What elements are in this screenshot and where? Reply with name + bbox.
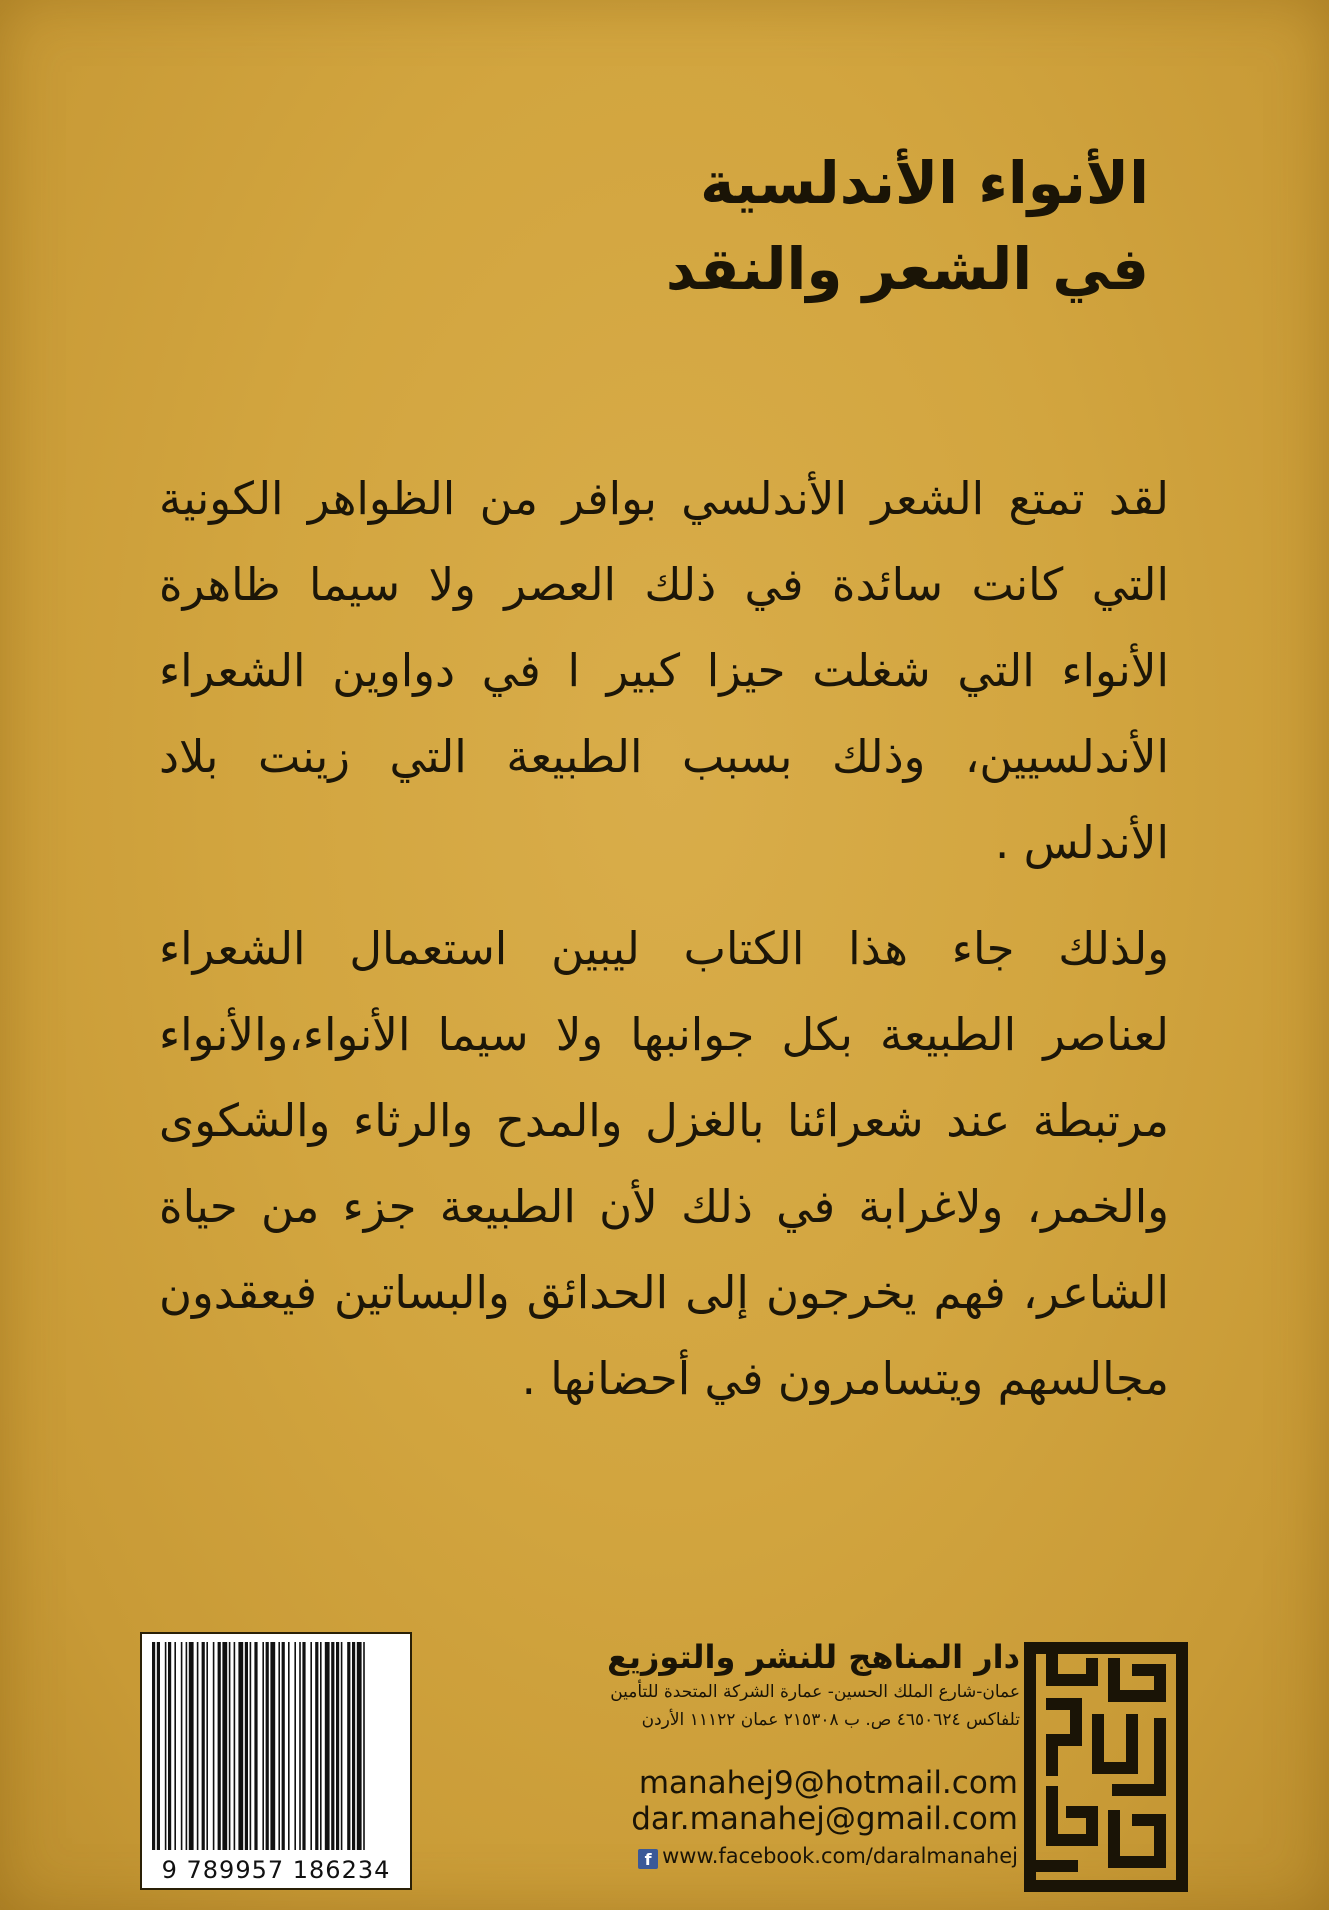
email-hotmail: manahej9@hotmail.com (638, 1765, 1018, 1801)
email-gmail: dar.manahej@gmail.com (631, 1801, 1018, 1837)
description-line: الأنواء التي شغلت حيزا كبير ا في دواوين الشعراء (159, 644, 1169, 697)
publisher-name: دار المناهج للنشر والتوزيع (607, 1638, 1020, 1676)
facebook-icon: f (638, 1849, 658, 1869)
description-line: مجالسهم ويتسامرون في أحضانها . (521, 1352, 1169, 1405)
description-line: لعناصر الطبيعة بكل جوانبها ولا سيما الأنواء،والأنواء (159, 1008, 1169, 1061)
description-line: الشاعر، فهم يخرجون إلى الحدائق والبساتين فيعقدون (159, 1266, 1169, 1319)
paragraph-gap (159, 886, 1169, 906)
description-line: التي كانت سائدة في ذلك العصر ولا سيما ظاهرة (159, 558, 1169, 611)
isbn-barcode (140, 1632, 412, 1890)
title-line-1: الأنواء الأندلسية (700, 149, 1149, 217)
publisher-contact (608, 1765, 1018, 1871)
book-title (449, 140, 1149, 312)
facebook-url: www.facebook.com/daralmanahej (662, 1844, 1018, 1868)
publisher-info (590, 1636, 1020, 1734)
book-description (159, 456, 1169, 1422)
barcode-number: 9 789957 186234 (161, 1856, 391, 1884)
description-line: الأندلس . (994, 816, 1169, 869)
description-line: والخمر، ولاغرابة في ذلك لأن الطبيعة جزء من حياة (159, 1180, 1169, 1233)
barcode-bars (148, 1642, 406, 1850)
description-line: ولذلك جاء هذا الكتاب ليبين استعمال الشعراء (159, 922, 1169, 975)
publisher-address: عمان-شارع الملك الحسين- عمارة الشركة المتحدة للتأمين (610, 1682, 1020, 1702)
publisher-phone: تلفاكس ٤٦٥٠٦٢٤ ص. ب ٢١٥٣٠٨ عمان ١١١٢٢ الأردن (641, 1710, 1020, 1730)
description-line: لقد تمتع الشعر الأندلسي بوافر من الظواهر الكونية (159, 472, 1169, 525)
facebook-link (608, 1841, 1018, 1871)
kufic-square-logo-icon (1022, 1640, 1190, 1894)
description-line: مرتبطة عند شعرائنا بالغزل والمدح والرثاء والشكوى (159, 1094, 1169, 1147)
title-line-2: في الشعر والنقد (665, 235, 1149, 303)
description-line: الأندلسيين، وذلك بسبب الطبيعة التي زينت بلاد (159, 730, 1169, 783)
